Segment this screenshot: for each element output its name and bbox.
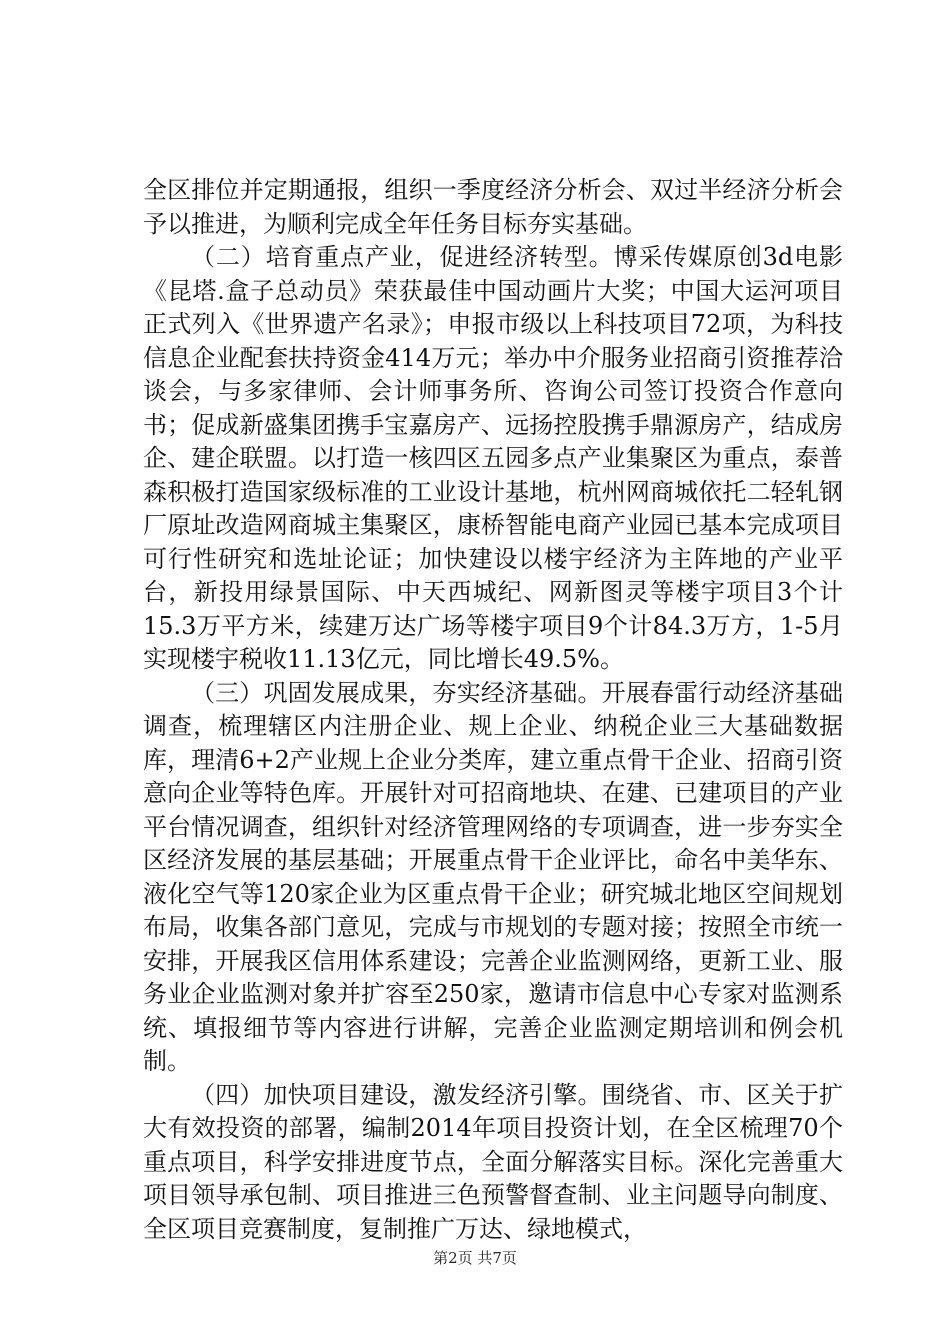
- page-number-footer: 第2页 共7页: [433, 1249, 517, 1267]
- paragraph-1: 全区排位并定期通报，组织一季度经济分析会、双过半经济分析会予以推进，为顺利完成全年任务目标夯实基础。: [143, 176, 843, 238]
- document-body: [143, 174, 843, 1246]
- paragraph-4: （四）加快项目建设，激发经济引擎。围绕省、市、区关于扩大有效投资的部署，编制2014年项目投资计划，在全区梳理70个重点项目，科学安排进度节点，全面分解落实目标。深化完善重大项目领导承包制、项目推进三色预警督查制、业主问题导向制度、全区项目竞赛制度，复制推广万达、绿地模式，: [143, 1080, 843, 1243]
- paragraph-2: （二）培育重点产业，促进经济转型。博采传媒原创3d电影《昆塔.盒子总动员》荣获最佳中国动画片大奖；中国大运河项目正式列入《世界遗产名录》；申报市级以上科技项目72项，为科技信息企业配套扶持资金414万元；举办中介服务业招商引资推荐洽谈会，与多家律师、会计师事务所、咨询公司签订投资合作意向书；促成新盛集团携手宝嘉房产、远扬控股携手鼎源房产，结成房企、建企联盟。以打造一核四区五园多点产业集聚区为重点，泰普森积极打造国家级标准的工业设计基地，杭州网商城依托二轻轧钢厂原址改造网商城主集聚区，康桥智能电商产业园已基本完成项目可行性研究和选址论证；加快建设以楼宇经济为主阵地的产业平台，新投用绿景国际、中天西城纪、网新图灵等楼宇项目3个计15.3万平方米，续建万达广场等楼宇项目9个计84.3万方，1-5月实现楼宇税收11.13亿元，同比增长49.5%。: [143, 243, 843, 673]
- paragraph-3: （三）巩固发展成果，夯实经济基础。开展春雷行动经济基础调查，梳理辖区内注册企业、规上企业、纳税企业三大基础数据库，理清6+2产业规上企业分类库，建立重点骨干企业、招商引资意向企业等特色库。开展针对可招商地块、在建、已建项目的产业平台情况调查，组织针对经济管理网络的专项调查，进一步夯实全区经济发展的基层基础；开展重点骨干企业评比，命名中美华东、液化空气等120家企业为区重点骨干企业；研究城北地区空间规划布局，收集各部门意见，完成与市规划的专题对接；按照全市统一安排，开展我区信用体系建设；完善企业监测网络，更新工业、服务业企业监测对象并扩容至250家，邀请市信息中心专家对监测系统、填报细节等内容进行讲解，完善企业监测定期培训和例会机制。: [143, 678, 843, 1075]
